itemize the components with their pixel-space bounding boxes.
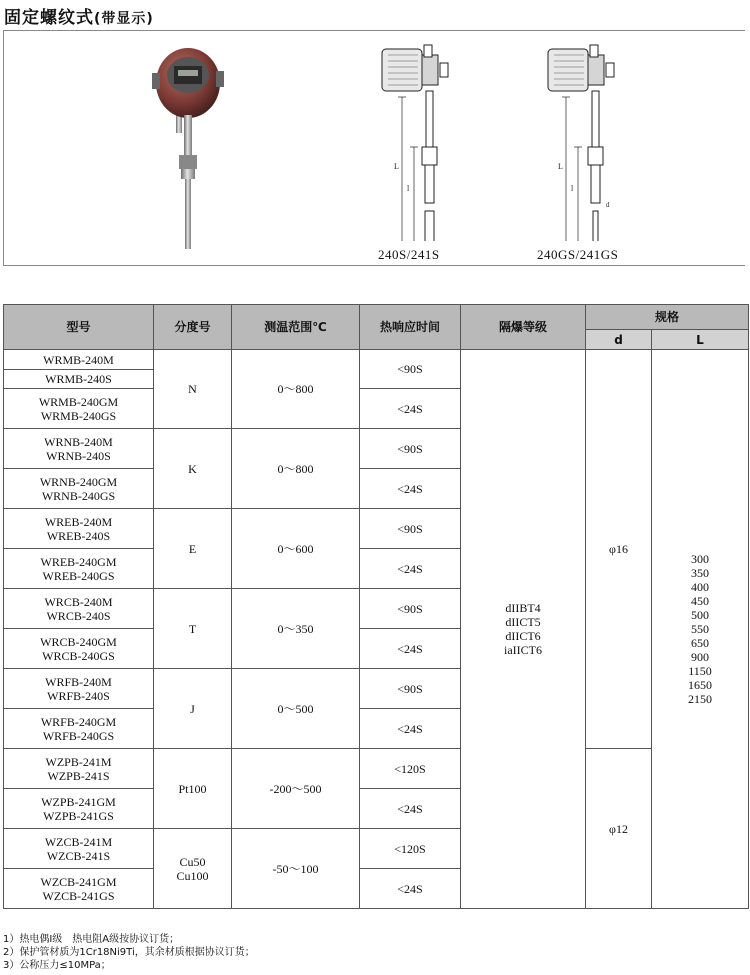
header-explosion: 隔爆等级: [461, 305, 586, 350]
dim-label-l: l: [571, 184, 574, 193]
dim-label-d: d: [606, 201, 610, 209]
model-cell: WZCB-241M WZCB-241S: [4, 829, 154, 869]
range-cell: 0～500: [232, 669, 360, 749]
header-d: d: [586, 330, 652, 350]
range-cell: -200～500: [232, 749, 360, 829]
header-L: L: [652, 330, 749, 350]
response-cell: <24S: [360, 789, 461, 829]
model-cell: WRNB-240GM WRNB-240GS: [4, 469, 154, 509]
d-cell: φ12: [586, 749, 652, 909]
note-item: 2）保护管材质为1Cr18Ni9Ti，其余材质根据协议订货；: [3, 947, 255, 958]
header-range: 测温范围℃: [232, 305, 360, 350]
response-cell: <24S: [360, 629, 461, 669]
notes: [3, 933, 255, 972]
model-cell: WZPB-241GM WZPB-241GS: [4, 789, 154, 829]
model-cell: WRCB-240M WRCB-240S: [4, 589, 154, 629]
response-cell: <120S: [360, 829, 461, 869]
range-cell: 0～800: [232, 429, 360, 509]
model-cell: WZPB-241M WZPB-241S: [4, 749, 154, 789]
graduation-cell: E: [154, 509, 232, 589]
response-cell: <120S: [360, 749, 461, 789]
note-item: 1）热电偶I级 热电阻A级按协议订货；: [3, 934, 180, 945]
spec-table: [3, 304, 749, 909]
model-cell: WRCB-240GM WRCB-240GS: [4, 629, 154, 669]
range-cell: -50～100: [232, 829, 360, 909]
header-graduation: 分度号: [154, 305, 232, 350]
graduation-cell: N: [154, 350, 232, 429]
response-cell: <24S: [360, 869, 461, 909]
model-cell: WRFB-240M WRFB-240S: [4, 669, 154, 709]
range-cell: 0～350: [232, 589, 360, 669]
graduation-cell: Cu50 Cu100: [154, 829, 232, 909]
response-cell: <90S: [360, 350, 461, 389]
response-cell: <24S: [360, 709, 461, 749]
response-cell: <90S: [360, 589, 461, 629]
L-cell: 300 350 400 450 500 550 650 900 1150 1650 2150: [652, 350, 749, 909]
response-cell: <24S: [360, 469, 461, 509]
graduation-cell: Pt100: [154, 749, 232, 829]
model-cell: WZCB-241GM WZCB-241GS: [4, 869, 154, 909]
explosion-cell: dIIBT4 dIICT5 dIICT6 iaIICT6: [461, 350, 586, 909]
header-model: 型号: [4, 305, 154, 350]
range-cell: 0～800: [232, 350, 360, 429]
response-cell: <24S: [360, 549, 461, 589]
note-item: 3）公称压力≤10MPa；: [3, 960, 111, 971]
model-cell: WRMB-240M: [4, 350, 154, 370]
model-cell: WREB-240M WREB-240S: [4, 509, 154, 549]
model-cell: WREB-240GM WREB-240GS: [4, 549, 154, 589]
d-cell: φ16: [586, 350, 652, 749]
header-spec: 规格: [586, 305, 749, 330]
model-cell: WRNB-240M WRNB-240S: [4, 429, 154, 469]
model-cell: WRFB-240GM WRFB-240GS: [4, 709, 154, 749]
model-cell: WRMB-240GM WRMB-240GS: [4, 389, 154, 429]
graduation-cell: K: [154, 429, 232, 509]
caption-240s-241s: 240S/241S: [378, 247, 440, 262]
response-cell: <90S: [360, 509, 461, 549]
response-cell: <90S: [360, 669, 461, 709]
dim-label-l: l: [407, 184, 410, 193]
product-figure-panel: [3, 30, 745, 266]
graduation-cell: T: [154, 589, 232, 669]
dim-label-L: L: [558, 162, 563, 171]
dim-label-L: L: [394, 162, 399, 171]
response-cell: <90S: [360, 429, 461, 469]
drawing-240s-241s: [374, 41, 474, 241]
drawing-240gs-241gs: [544, 41, 644, 241]
response-cell: <24S: [360, 389, 461, 429]
graduation-cell: J: [154, 669, 232, 749]
page-title: 固定螺纹式(带显示): [4, 8, 154, 28]
range-cell: 0～600: [232, 509, 360, 589]
model-cell: WRMB-240S: [4, 370, 154, 389]
caption-240gs-241gs: 240GS/241GS: [537, 247, 619, 262]
header-response: 热响应时间: [360, 305, 461, 350]
